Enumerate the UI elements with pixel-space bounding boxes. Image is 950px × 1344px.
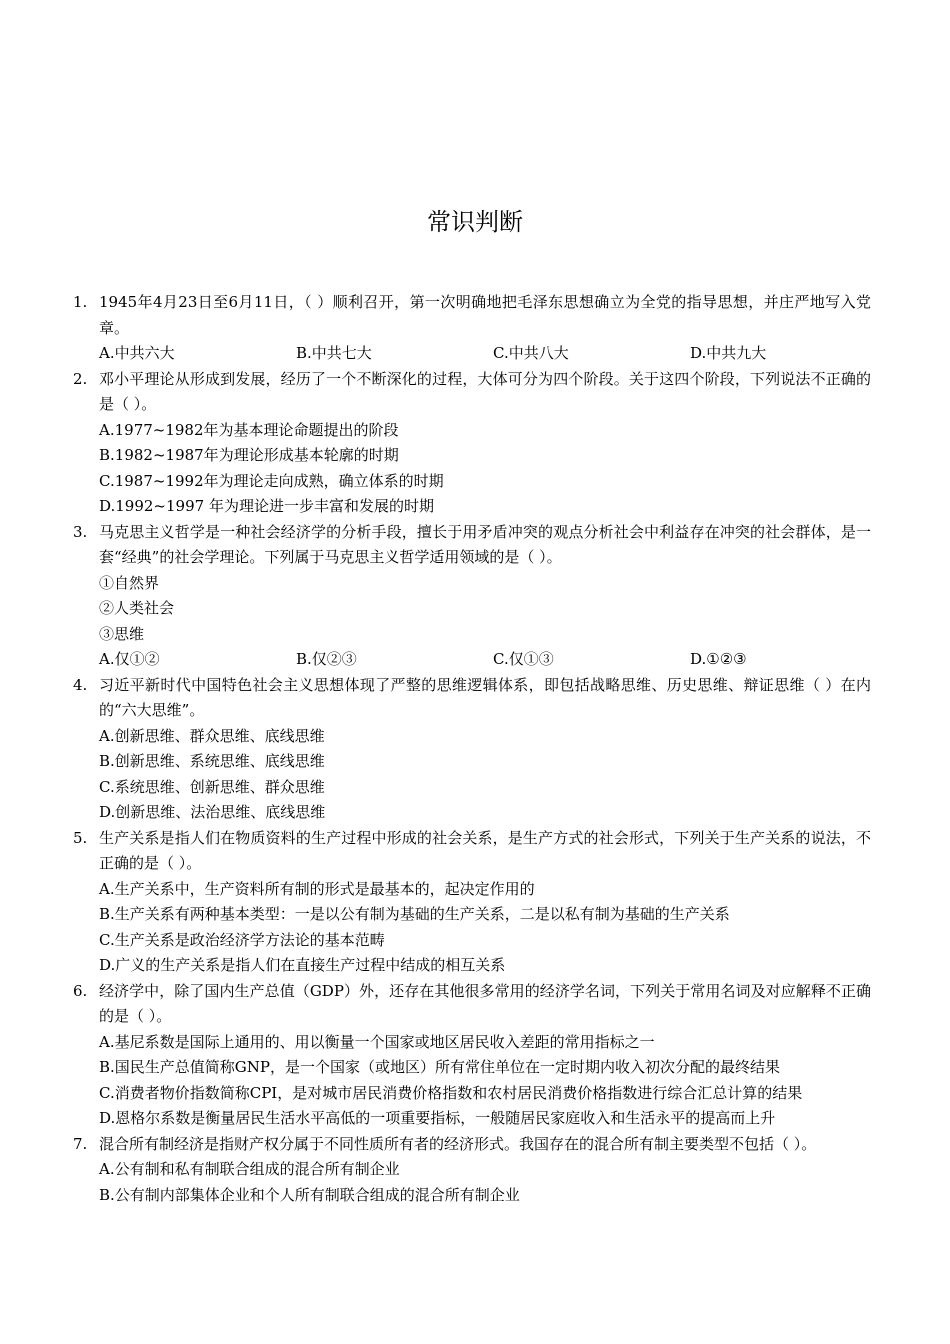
option-c[interactable]: C.1987~1992年为理论走向成熟，确立体系的时期	[99, 471, 444, 490]
statement-item: ②人类社会	[99, 599, 175, 617]
option-c[interactable]: C.系统思维、创新思维、群众思维	[99, 777, 325, 796]
question-stem: 马克思主义哲学是一种社会经济学的分析手段，擅长于用矛盾冲突的观点分析社会中利益存在冲突的社会群体，是一套“经典”的社会学理论。下列属于马克思主义哲学适用领域的是（ ）。	[99, 522, 871, 566]
question-number: 6.	[73, 981, 88, 1000]
option-b[interactable]: B.公有制内部集体企业和个人所有制联合组成的混合所有制企业	[99, 1185, 520, 1204]
page-title: 常识判断	[427, 208, 523, 236]
question-number: 7.	[73, 1134, 88, 1153]
option-row	[99, 647, 871, 673]
question-number: 4.	[73, 675, 88, 694]
option-c[interactable]: C.消费者物价指数简称CPI，是对城市居民消费价格指数和农村居民消费价格指数进行综合汇总计算的结果	[99, 1083, 803, 1102]
option-a[interactable]: A.基尼系数是国际上通用的、用以衡量一个国家或地区居民收入差距的常用指标之一	[99, 1032, 655, 1051]
option-c[interactable]: C.生产关系是政治经济学方法论的基本范畴	[99, 930, 385, 949]
option-b[interactable]: B.国民生产总值简称GNP，是一个国家（或地区）所有常住单位在一定时期内收入初次分配的最终结果	[99, 1058, 780, 1076]
option-row	[99, 341, 871, 367]
question-list	[0, 290, 950, 1208]
option-d[interactable]: D.广义的生产关系是指人们在直接生产过程中结成的相互关系	[99, 956, 506, 974]
question-number: 3.	[73, 522, 88, 541]
question-number: 5.	[73, 828, 88, 847]
option-d[interactable]: D.中共九大	[690, 344, 767, 362]
question-number: 2.	[73, 369, 88, 388]
question-stem: 邓小平理论从形成到发展，经历了一个不断深化的过程，大体可分为四个阶段。关于这四个阶段，下列说法不正确的是（ ）。	[99, 369, 871, 413]
question-stem: 经济学中，除了国内生产总值（GDP）外，还存在其他很多常用的经济学名词，下列关于常用名词及对应解释不正确的是（ ）。	[99, 981, 871, 1025]
question-number: 1.	[73, 293, 88, 311]
option-c[interactable]: C.仅①③	[493, 650, 554, 668]
statement-item: ③思维	[99, 624, 145, 643]
option-d[interactable]: D.①②③	[690, 650, 747, 668]
question-7	[0, 1132, 950, 1209]
option-b[interactable]: B.1982~1987年为理论形成基本轮廓的时期	[99, 446, 399, 464]
question-2	[0, 367, 950, 520]
option-d[interactable]: D.恩格尔系数是衡量居民生活水平高低的一项重要指标，一般随居民家庭收入和生活永平的提高而上升	[99, 1109, 776, 1127]
option-b[interactable]: B.生产关系有两种基本类型：一是以公有制为基础的生产关系，二是以私有制为基础的生产关系	[99, 905, 730, 923]
option-a[interactable]: A.公有制和私有制联合组成的混合所有制企业	[99, 1160, 400, 1178]
question-4	[0, 673, 950, 826]
option-d[interactable]: D.1992~1997 年为理论进一步丰富和发展的时期	[99, 497, 434, 515]
option-a[interactable]: A.中共六大	[99, 344, 175, 362]
option-b[interactable]: B.仅②③	[296, 650, 357, 668]
option-c[interactable]: C.中共八大	[493, 344, 569, 362]
question-stem: 混合所有制经济是指财产权分属于不同性质所有者的经济形式。我国存在的混合所有制主要类型不包括（ ）。	[99, 1134, 817, 1153]
question-stem: 1945年4月23日至6月11日，（ ）顺利召开，第一次明确地把毛泽东思想确立为全党的指导思想，并庄严地写入党章。	[99, 293, 871, 337]
question-5	[0, 826, 950, 979]
question-1	[0, 290, 950, 367]
option-b[interactable]: B.创新思维、系统思维、底线思维	[99, 752, 325, 770]
option-a[interactable]: A.创新思维、群众思维、底线思维	[99, 726, 325, 745]
option-b[interactable]: B.中共七大	[296, 344, 372, 362]
question-3	[0, 520, 950, 673]
question-stem: 生产关系是指人们在物质资料的生产过程中形成的社会关系，是生产方式的社会形式，下列关于生产关系的说法，不正确的是（ ）。	[99, 828, 871, 872]
option-a[interactable]: A.仅①②	[99, 650, 160, 668]
option-a[interactable]: A.生产关系中，生产资料所有制的形式是最基本的，起决定作用的	[99, 879, 535, 898]
question-stem: 习近平新时代中国特色社会主义思想体现了严整的思维逻辑体系，即包括战略思维、历史思维、辩证思维（ ）在内的“六大思维”。	[99, 675, 871, 719]
option-a[interactable]: A.1977~1982年为基本理论命题提出的阶段	[99, 420, 399, 439]
option-d[interactable]: D.创新思维、法治思维、底线思维	[99, 803, 326, 821]
statement-item: ①自然界	[99, 573, 160, 592]
question-6	[0, 979, 950, 1132]
